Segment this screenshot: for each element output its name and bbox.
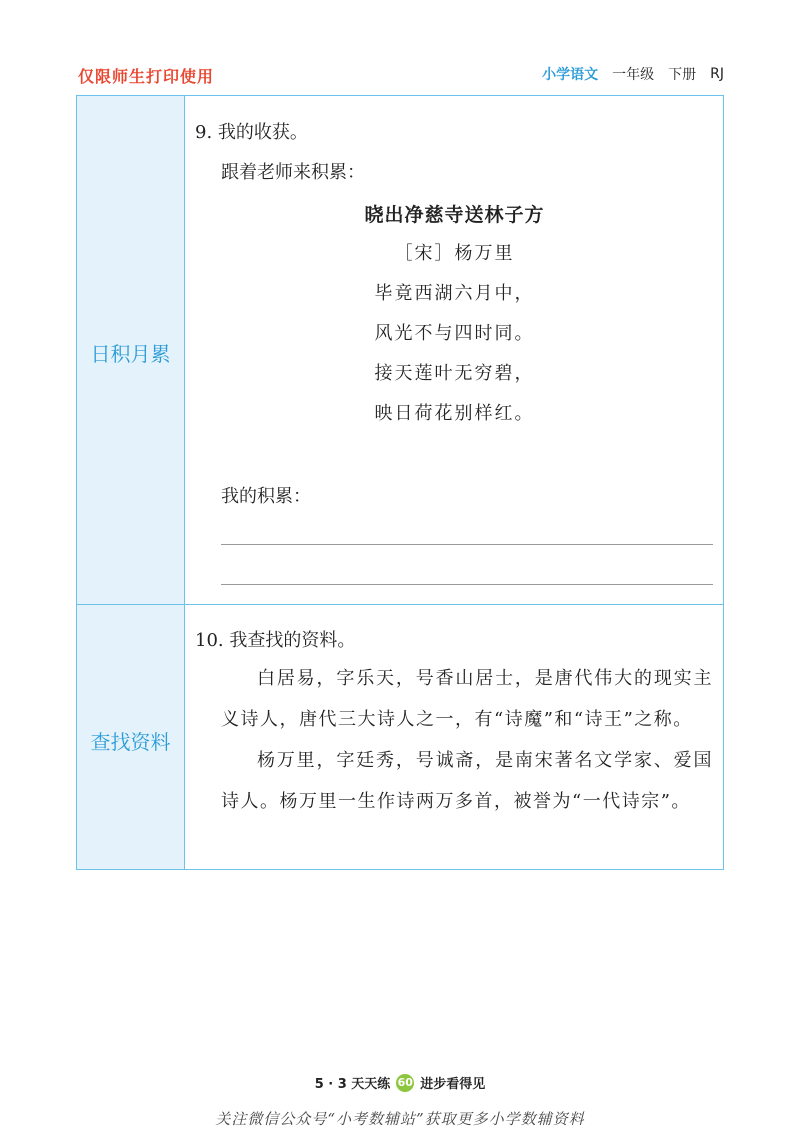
paragraph-bai-juyi: 白居易，字乐天，号香山居士，是唐代伟大的现实主义诗人，唐代三大诗人之一，有“诗魔”和“诗王”之称。 — [221, 668, 713, 730]
follow-teacher-text: 跟着老师来积累： — [221, 162, 365, 183]
edition-label: RJ — [710, 66, 724, 82]
research-text — [221, 658, 713, 822]
page-number-badge: 60 — [396, 1074, 414, 1092]
section-label-daily: 日积月累 — [90, 342, 171, 366]
my-accumulation-label: 我的积累： — [221, 486, 311, 507]
footer-brand: 5 · 3 天天练 — [314, 1077, 391, 1092]
poem-line: 接天莲叶无穷碧， — [374, 363, 535, 384]
print-notice: 仅限师生打印使用 — [78, 67, 215, 86]
poem-title: 晓出净慈寺送林子方 — [364, 204, 545, 226]
paragraph-yang-wanli: 杨万里，字廷秀，号诚斋，是南宋著名文学家、爱国诗人。杨万里一生作诗两万多首，被誉为“一代诗宗”。 — [221, 750, 713, 812]
page-footer — [0, 1073, 800, 1092]
wechat-note: 关注微信公众号“小考数辅站”获取更多小学数辅资料 — [215, 1110, 585, 1128]
term-label: 下册 — [668, 67, 697, 83]
book-info — [542, 64, 724, 84]
writing-line[interactable] — [221, 544, 713, 545]
writing-line[interactable] — [221, 584, 713, 585]
grade-label: 一年级 — [612, 67, 655, 83]
row-divider — [77, 604, 723, 605]
footer-slogan: 进步看得见 — [420, 1077, 486, 1092]
poem-line: 映日荷花别样红。 — [374, 403, 535, 424]
poem-line: 风光不与四时同。 — [374, 323, 535, 344]
question-9: 9. 我的收获。 — [195, 122, 308, 143]
poem-author: ［宋］杨万里 — [394, 243, 515, 264]
section-label-research: 查找资料 — [90, 730, 171, 754]
question-10: 10. 我查找的资料。 — [195, 630, 356, 651]
poem-line: 毕竟西湖六月中， — [374, 283, 535, 304]
exercise-table — [76, 95, 724, 870]
subject-label: 小学语文 — [542, 67, 599, 83]
